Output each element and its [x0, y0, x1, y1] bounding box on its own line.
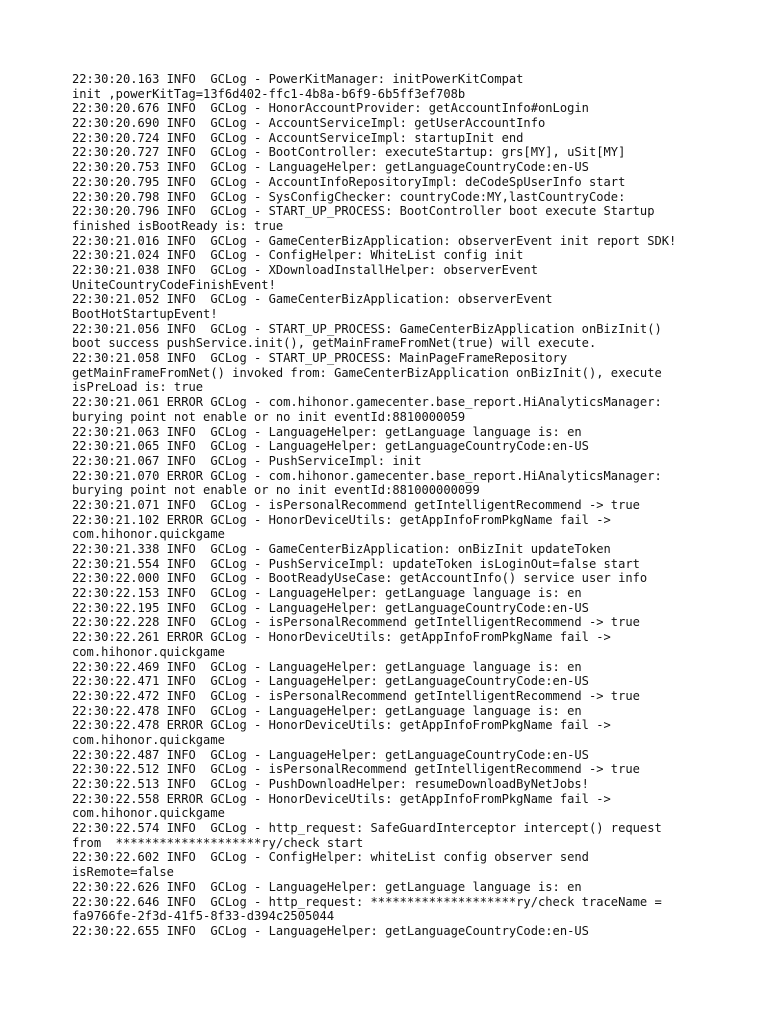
log-line: 22:30:22.574 INFO GCLog - http_request: SafeGuardInterceptor intercept() request — [72, 821, 662, 836]
log-line: finished isBootReady is: true — [72, 218, 284, 233]
log-line: isPreLoad is: true — [72, 380, 204, 395]
log-line: 22:30:21.067 INFO GCLog - PushServiceImpl: init — [72, 453, 422, 468]
log-line: 22:30:22.000 INFO GCLog - BootReadyUseCase: getAccountInfo() service user info — [72, 571, 648, 586]
log-line: 22:30:22.487 INFO GCLog - LanguageHelper: getLanguageCountryCode:en-US — [72, 747, 589, 762]
log-line: 22:30:21.554 INFO GCLog - PushServiceImpl: updateToken isLoginOut=false start — [72, 556, 640, 571]
log-line: fa9766fe-2f3d-41f5-8f33-d394c2505044 — [72, 909, 335, 924]
log-line: 22:30:21.016 INFO GCLog - GameCenterBizApplication: observerEvent init report SDK! — [72, 233, 677, 248]
log-line: 22:30:20.798 INFO GCLog - SysConfigChecker: countryCode:MY,lastCountryCode: — [72, 189, 626, 204]
log-line: 22:30:22.626 INFO GCLog - LanguageHelper: getLanguage language is: en — [72, 879, 582, 894]
log-line: com.hihonor.quickgame — [72, 732, 225, 747]
log-line: 22:30:22.655 INFO GCLog - LanguageHelper: getLanguageCountryCode:en-US — [72, 923, 589, 938]
log-line: 22:30:21.052 INFO GCLog - GameCenterBizApplication: observerEvent — [72, 292, 553, 307]
log-line: 22:30:22.646 INFO GCLog - http_request: ********************ry/check traceName = — [72, 894, 662, 909]
log-line: 22:30:22.228 INFO GCLog - isPersonalRecommend getIntelligentRecommend -> true — [72, 615, 640, 630]
log-text-block — [72, 72, 752, 939]
log-line: 22:30:21.061 ERROR GCLog - com.hihonor.gamecenter.base_report.HiAnalyticsManager: — [72, 395, 662, 410]
log-line: 22:30:22.261 ERROR GCLog - HonorDeviceUtils: getAppInfoFromPkgName fail -> — [72, 630, 611, 645]
log-line: 22:30:21.071 INFO GCLog - isPersonalRecommend getIntelligentRecommend -> true — [72, 497, 640, 512]
log-line: getMainFrameFromNet() invoked from: GameCenterBizApplication onBizInit(), execute — [72, 365, 662, 380]
log-line: isRemote=false — [72, 865, 174, 880]
log-line: com.hihonor.quickgame — [72, 644, 225, 659]
log-line: 22:30:22.558 ERROR GCLog - HonorDeviceUtils: getAppInfoFromPkgName fail -> — [72, 791, 611, 806]
log-line: 22:30:21.056 INFO GCLog - START_UP_PROCESS: GameCenterBizApplication onBizInit() — [72, 321, 662, 336]
log-line: 22:30:22.153 INFO GCLog - LanguageHelper: getLanguage language is: en — [72, 586, 582, 601]
log-line: 22:30:20.163 INFO GCLog - PowerKitManager: initPowerKitCompat — [72, 72, 524, 86]
log-line: 22:30:21.063 INFO GCLog - LanguageHelper: getLanguage language is: en — [72, 424, 582, 439]
log-line: 22:30:22.471 INFO GCLog - LanguageHelper: getLanguageCountryCode:en-US — [72, 674, 589, 689]
log-line: 22:30:22.478 INFO GCLog - LanguageHelper: getLanguage language is: en — [72, 703, 582, 718]
log-line: 22:30:20.795 INFO GCLog - AccountInfoRepositoryImpl: deCodeSpUserInfo start — [72, 174, 626, 189]
log-line: 22:30:20.676 INFO GCLog - HonorAccountProvider: getAccountInfo#onLogin — [72, 101, 589, 116]
log-line: from ********************ry/check start — [72, 835, 364, 850]
log-line: 22:30:21.102 ERROR GCLog - HonorDeviceUtils: getAppInfoFromPkgName fail -> — [72, 512, 611, 527]
log-line: 22:30:21.038 INFO GCLog - XDownloadInstallHelper: observerEvent — [72, 262, 538, 277]
log-line: boot success pushService.init(), getMainFrameFromNet(true) will execute. — [72, 336, 597, 351]
log-line: BootHotStartupEvent! — [72, 307, 218, 321]
log-line: 22:30:20.753 INFO GCLog - LanguageHelper: getLanguageCountryCode:en-US — [72, 160, 589, 175]
log-line: 22:30:22.478 ERROR GCLog - HonorDeviceUtils: getAppInfoFromPkgName fail -> — [72, 718, 611, 733]
log-line: 22:30:21.058 INFO GCLog - START_UP_PROCESS: MainPageFrameRepository — [72, 351, 568, 366]
log-line: 22:30:22.469 INFO GCLog - LanguageHelper: getLanguage language is: en — [72, 659, 582, 674]
log-line: UniteCountryCodeFinishEvent! — [72, 277, 276, 292]
log-line: com.hihonor.quickgame — [72, 527, 225, 542]
log-line: 22:30:22.195 INFO GCLog - LanguageHelper: getLanguageCountryCode:en-US — [72, 600, 589, 615]
log-line: 22:30:20.724 INFO GCLog - AccountServiceImpl: startupInit end — [72, 130, 524, 145]
log-line: burying point not enable or no init eventId:8810000059 — [72, 409, 466, 424]
log-line: 22:30:22.472 INFO GCLog - isPersonalRecommend getIntelligentRecommend -> true — [72, 688, 640, 703]
log-line: 22:30:20.796 INFO GCLog - START_UP_PROCESS: BootController boot execute Startup — [72, 204, 655, 219]
log-line: 22:30:21.024 INFO GCLog - ConfigHelper: WhiteList config init — [72, 248, 524, 263]
log-line: com.hihonor.quickgame — [72, 806, 225, 821]
log-line: 22:30:22.602 INFO GCLog - ConfigHelper: whiteList config observer send — [72, 850, 589, 865]
log-line: init ,powerKitTag=13f6d402-ffc1-4b8a-b6f9-6b5ff3ef708b — [72, 86, 466, 101]
log-line: 22:30:21.338 INFO GCLog - GameCenterBizApplication: onBizInit updateToken — [72, 542, 611, 556]
log-line: 22:30:21.065 INFO GCLog - LanguageHelper: getLanguageCountryCode:en-US — [72, 439, 589, 454]
log-line: 22:30:21.070 ERROR GCLog - com.hihonor.gamecenter.base_report.HiAnalyticsManager: — [72, 468, 662, 483]
log-line: 22:30:20.727 INFO GCLog - BootController: executeStartup: grs[MY], uSit[MY] — [72, 145, 626, 160]
log-line: burying point not enable or no init eventId:881000000099 — [72, 483, 480, 498]
log-line: 22:30:22.513 INFO GCLog - PushDownloadHelper: resumeDownloadByNetJobs! — [72, 777, 589, 791]
log-line: 22:30:20.690 INFO GCLog - AccountServiceImpl: getUserAccountInfo — [72, 116, 546, 131]
log-line: 22:30:22.512 INFO GCLog - isPersonalRecommend getIntelligentRecommend -> true — [72, 762, 640, 777]
